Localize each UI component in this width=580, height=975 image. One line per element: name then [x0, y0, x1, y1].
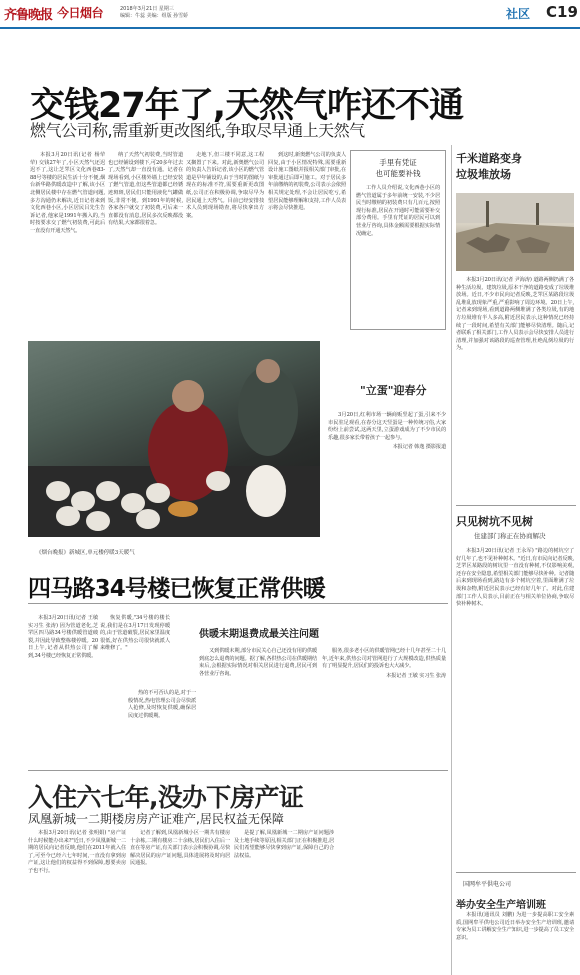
gas-col-2: 纳了天然气初装费,当时管道也已经铺设到楼下,可20多年过去了,天然气却一直没有通。记者在现场看到,小区楼外墙上已经安装了燃气管道,但这些管道都已经锈迹斑斑,居民们只能用液化气罐做饭,非常不便。到1991年的时候,各家各户就交了初装费,可后来一直都没有消息,居民多次反映都没有结果,大家都很着急。: [108, 152, 183, 227]
garbage-road-body: 本报3月20日讯(记者 尹海涛) 道路两侧扔满了各种生活垃圾、建筑垃圾,原本干净的道路变成了垃圾堆放场。近日,不少市民向记者反映,芝罘区某路段垃圾乱堆乱放现象严重,严重影响了周边环境。20日上午,记者来到现场,看到道路两侧堆满了各类垃圾,有的地方垃圾堆有半人多高,附近居民表示,这种情况已经持续了一段时间,希望有关部门能够尽快清理。随后,记者联系了相关部门,工作人员表示会尽快安排人员进行清理,并加强对该路段的巡查管理,杜绝乱倒垃圾的行为。: [456, 277, 574, 352]
headline-heating-restored: 四马路34号楼已恢复正常供暖: [28, 576, 325, 602]
rule-property: [28, 770, 448, 771]
edition-title: 今日烟台: [57, 6, 104, 20]
tree-pit-body: 本报3月20日讯(记者 王永军) "路边的树坑空了好几年了,也不见补种树木。"近日,有市民向记者反映,芝罘区某路段的树坑里一直没有种树,不仅影响美观,还存在安全隐患,希望相关部门能够尽快补种。记者随后来到现场看到,路边有多个树坑空着,里面堆满了垃圾和杂物,附近居民表示已经有好几年了。对此,住建部门工作人员表示,目前正在与相关单位协商,争取尽快补种树木。: [456, 548, 574, 608]
egg-stand-byline: 本报记者 韩逸 摄影报道: [392, 444, 446, 451]
masthead: [0, 0, 580, 30]
page-number: C19: [546, 3, 578, 21]
rule-safety: [456, 872, 576, 873]
refund-col-2: 服务,很多老小区的供暖管网已经十几年甚至二十几年,近年来,供热公司对管网进行了大规模改造,供热质量有了明显提升,居民们的投诉也大大减少。 本报记者 王敏 实习生 张涛: [322, 648, 446, 679]
property-col-2: 记者了解到,凤凰新城小区一期共有楼房十余栋,二期有楼房二十余栋,居民们入住后一直在等房产证,有关部门表示会积极协调,尽快解决居民的房产证问题,具体进展将及时向居民通报。: [130, 830, 230, 867]
subhead-gas: 燃气公司称,需重新更改图纸,争取尽早通上天然气: [30, 121, 365, 140]
egg-stand-photo: [28, 341, 320, 537]
section-label: 社区: [506, 7, 531, 21]
headline-gas: 交钱27年了,天然气咋还不通: [30, 86, 464, 126]
headline-property-cert: 入住六七年,没办下房产证: [28, 783, 303, 812]
subhead-property-cert: 凤凰新城一二期楼房房产证难产,居民权益无保障: [28, 812, 284, 826]
headline-garbage-line2: 垃圾堆放场: [456, 168, 511, 181]
date-line: 2018年3月21日 星期三: [120, 6, 174, 12]
label-power-company: 国网牟平供电公司: [463, 881, 512, 888]
egg-stand-body: 3月20日,红利市场一辆商贩竖起了蛋,引来不少市民驻足观看,在春分这天竖蛋是一种传统习俗,大家纷纷上前尝试,这两天里,立蛋游戏成为了不少市民的乐趣,很多家长带着孩子一起参与。 本报记者 韩逸 摄影报道: [328, 412, 446, 451]
heating-col-2: 恢复供暖,"34号楼的楼长说,我们是在3月17日发现停暖的,由于管道破裂,居民家里温度很低,好在供热公司很快就派人来维修了。": [100, 615, 170, 652]
subhead-tree-pit: 住建部门称正在协商解决: [474, 532, 546, 540]
refund-byline: 本报记者 王敏 实习生 张涛: [386, 672, 446, 679]
heating-col-1: 本报3月20日讯(记者 王敏 实习生 张涛) 因为管道老化,芝罘区四马路34号楼供暖管道破裂,并因此导致整栋楼停暖。20日上午,记者从供热公司了解到,34号楼已经恢复正常供暖。: [28, 615, 98, 659]
sidebar-title-2: 也可能要补钱: [375, 169, 421, 178]
heating-col-3: 热的不可否认的是,对于一般情况,热电管理公司会尽快派人抢修,及时恢复供暖,确保居民度过供暖期。: [128, 690, 196, 719]
photo-caption: 《烟台晚报》新城区,单元楼停暖3天暖气: [36, 550, 135, 556]
rule-tree: [456, 505, 576, 506]
gas-col-3: 走地下,但三楼不同意,这工程又搁置了下来。对此,新奥燃气公司的负责人告诉记者,该小区的燃气管道是早年铺设的,由于当时的图纸与现在的标准不符,需要重新更改图纸,公司正在积极协调,争取尽早为居民通上天然气。目前已经安排技术人员到现场勘查,将尽快拿出方案。: [186, 152, 264, 219]
rule-heating: [28, 603, 448, 604]
editors-line: 编辑：牛蕊 美编：组版 孙雪娇: [120, 13, 189, 19]
headline-garbage-line1: 千米道路变身: [456, 152, 522, 165]
garbage-road-photo: [456, 193, 574, 271]
headline-safety-training: 举办安全生产培训班: [456, 900, 546, 911]
masthead-info: [120, 6, 188, 20]
column-divider: [451, 145, 452, 975]
newspaper-logo: 齐鲁晚报: [4, 8, 53, 23]
headline-egg-stand: "立蛋"迎春分: [360, 384, 427, 397]
masthead-rule: [0, 27, 580, 29]
property-col-3: 是提了解,凤凰新城一二期房产证问题涉及土地手续等原因,相关部门正在积极推进,居民们希望能够尽快拿到房产证,保障自己的合法权益。: [234, 830, 334, 859]
gas-col-4: 到这时,新奥燃气公司的负责人回复,由于小区情况特殊,需要重新设计施工图纸并报相关部门审批,在审批通过后即可施工。对于居民多年前缴纳的初装费,公司表示会依照相关规定处理,不会让居民吃亏,希望居民能够理解和支持,工作人员表示将会尽快推进。: [268, 152, 346, 212]
property-col-1: 本报3月20日讯(记者 张明娟) "房产证什么时候能办出来?"近日,不少凤凰新城一二期的居民向记者反映,他们在2011年就入住了,可至今已经六七年时间,一直没有拿到房产证,这让他们的权益得不到保障,想要卖房子也不行。: [28, 830, 126, 874]
sidebar-box: [350, 150, 446, 330]
sidebar-title-1: 手里有凭证: [379, 158, 417, 167]
sidebar-body: 工作人员介绍说,文化西巷小区的燃气管道属于多年前统一安装,不少居民当时缴纳的初装费只有几百元,按照现行标准,居民在开通时可能需要补交部分费用。手里有凭证的居民可以到营业厅咨询,具体金额需要根据实际情况确定。: [356, 185, 440, 237]
refund-col-1: 又到供暖末期,部分市民关心自己还没有用的供暖到底怎么退费的问题。据了解,各供热公司在供暖期结束后,会根据实际情况对相关居民进行退费,居民可到各营业厅咨询。: [199, 648, 317, 677]
headline-garbage-road: [456, 151, 576, 183]
headline-tree-pit: 只见树坑不见树: [456, 515, 533, 528]
safety-training-body: 本报讯(通讯员 刘鹏) 为进一步提高职工安全素质,国网牟平供电公司近日举办安全生产培训班,邀请专家为员工讲解安全生产知识,进一步提高了员工安全意识。: [456, 912, 574, 941]
headline-heating-refund: 供暖末期退费成最关注问题: [199, 629, 319, 640]
gas-col-1: 本报3月20日讯(记者 杨荦荦) 交钱27年了,小区天然气还迟迟不了,这让芝罘区文化西巷83-88号等楼的居民生活十分不便,烟台新华路供暖改造中了解,该小区北侧居民楼中存在燃气管道问题,多方沟通仍未解决,近日记者来到文化西巷小区,小区居民吕先生告诉记者,他家是1991年搬入的,当时按要求交了燃气初装费,可此后一直没有开通天然气。: [30, 152, 105, 234]
